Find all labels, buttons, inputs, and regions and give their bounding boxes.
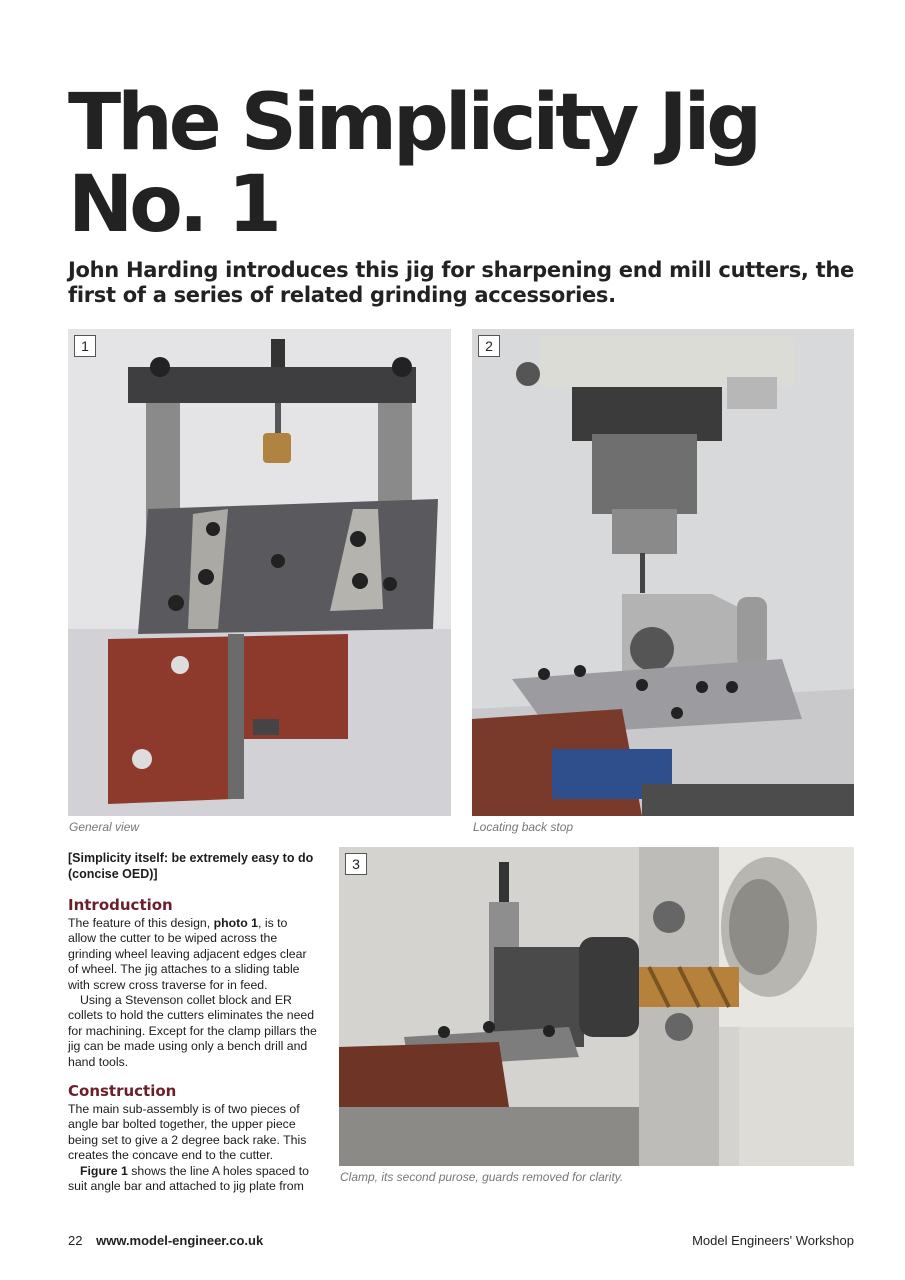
photo-3-image bbox=[339, 847, 854, 1166]
photo-3-caption: Clamp, its second purose, guards removed for clarity. bbox=[340, 1170, 624, 1184]
magazine-name: Model Engineers' Workshop bbox=[692, 1233, 854, 1248]
article-title bbox=[68, 78, 868, 250]
construction-paragraph-1: The main sub-assembly is of two pieces of angle bar bolted together, the upper piece being set to give a 2 degree back rake. This creates the concave end to the cutter. bbox=[68, 1102, 307, 1163]
footer-left bbox=[68, 1233, 263, 1248]
construction-paragraph-2 bbox=[68, 1164, 318, 1195]
intro-paragraph-2: Using a Stevenson collet block and ER collets to hold the cutters eliminates the need for machining. Except for the clamp pillars the jig can be made using only a bench drill and hand tools. bbox=[68, 993, 317, 1069]
title-line-2: No. 1 bbox=[68, 160, 278, 250]
intro-paragraph-1 bbox=[68, 916, 318, 993]
page-number: 22 bbox=[68, 1233, 83, 1248]
photo-1-number: 1 bbox=[74, 335, 96, 357]
photo-2-image bbox=[472, 329, 854, 816]
photo-2-number: 2 bbox=[478, 335, 500, 357]
standfirst: John Harding introduces this jig for sharpening end mill cutters, the first of a series of related grinding accessories. bbox=[68, 258, 854, 307]
photo-1 bbox=[68, 329, 451, 816]
title-line-1: The Simplicity Jig bbox=[68, 78, 759, 168]
intro-p1-text-a: The feature of this design, bbox=[68, 916, 214, 930]
introduction-section bbox=[68, 896, 318, 1070]
construction-heading: Construction bbox=[68, 1082, 177, 1101]
photo-1-image bbox=[68, 329, 451, 816]
intro-p1-text-b: , is to allow the cutter to be wiped across the grinding wheel leaving adjacent edges clear of wheel. The jig attaches to a sliding table with screw cross traverse for in feed. bbox=[68, 916, 307, 992]
photo-3-number: 3 bbox=[345, 853, 367, 875]
website-link[interactable]: www.model-engineer.co.uk bbox=[96, 1233, 264, 1248]
construction-section bbox=[68, 1082, 318, 1194]
photo-2-caption: Locating back stop bbox=[473, 820, 574, 834]
introduction-heading: Introduction bbox=[68, 896, 173, 914]
photo-1-caption: General view bbox=[69, 820, 140, 834]
construction-p2-text: shows the line A holes spaced to suit angle bar and attached to jig plate from bbox=[68, 1163, 310, 1194]
construction-figure-ref: Figure 1 bbox=[80, 1163, 128, 1178]
photo-2 bbox=[472, 329, 854, 816]
intro-p1-photo-ref: photo 1 bbox=[213, 916, 259, 930]
epigraph: [Simplicity itself: be extremely easy to do (concise OED)] bbox=[68, 851, 314, 881]
photo-3 bbox=[339, 847, 854, 1166]
article-body bbox=[68, 850, 318, 1207]
